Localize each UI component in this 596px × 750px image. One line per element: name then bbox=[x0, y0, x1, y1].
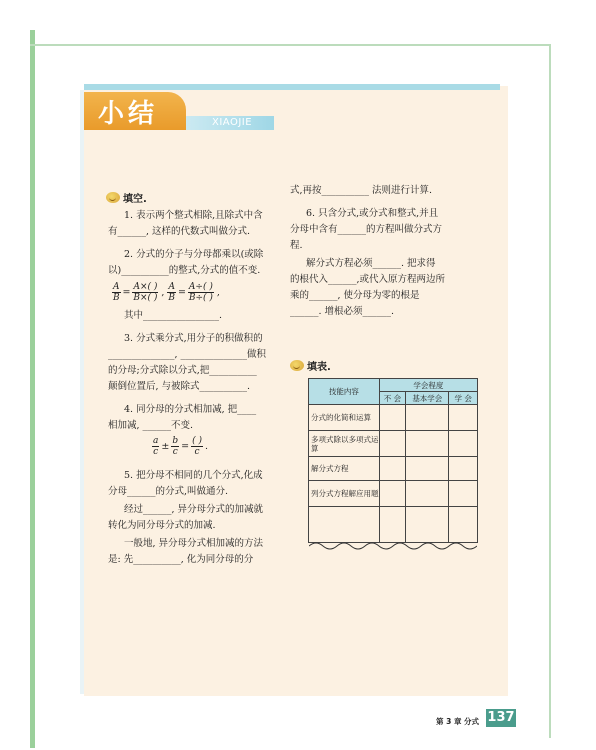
comma: , bbox=[216, 287, 220, 298]
cell-basic[interactable] bbox=[406, 507, 449, 543]
q2-line-c: 其中________________. bbox=[124, 310, 223, 321]
frac-den: c bbox=[153, 447, 159, 457]
cell-learned[interactable] bbox=[449, 507, 478, 543]
page-number: 137 bbox=[487, 710, 515, 725]
cell-not[interactable] bbox=[379, 431, 405, 457]
table-wave-edge bbox=[309, 540, 477, 552]
frac-num: A bbox=[113, 282, 120, 292]
q4-frac-result bbox=[191, 436, 203, 457]
cell-not[interactable] bbox=[379, 457, 405, 481]
table-row bbox=[309, 431, 478, 457]
q6-line-e: 的根代入______,或代入原方程两边所 bbox=[290, 274, 446, 285]
cell-basic[interactable] bbox=[406, 405, 449, 431]
th-not: 不 会 bbox=[379, 392, 405, 405]
th-learned: 学 会 bbox=[449, 392, 478, 405]
frac-den: c bbox=[172, 447, 178, 457]
table-row bbox=[309, 457, 478, 481]
frac-den: B÷( ) bbox=[188, 293, 213, 303]
q1-line-a: 1. 表示两个整式相除,且除式中含 bbox=[124, 210, 263, 221]
row-label-blank[interactable] bbox=[309, 507, 380, 543]
th-skill: 技能内容 bbox=[309, 379, 380, 405]
frac-num: A bbox=[168, 282, 175, 292]
period: . bbox=[204, 441, 208, 452]
table-heading-text: 填表. bbox=[307, 362, 331, 373]
fill-heading-text: 填空. bbox=[123, 194, 147, 205]
frac-num: b bbox=[172, 436, 179, 446]
page-right-rule bbox=[549, 44, 551, 738]
row-label: 解分式方程 bbox=[309, 457, 380, 481]
cell-learned[interactable] bbox=[449, 431, 478, 457]
q2-f2-lhs bbox=[167, 282, 176, 303]
q2-f1-rhs bbox=[132, 282, 158, 303]
r-line-1: 式,再按__________ 法则进行计算. bbox=[290, 185, 433, 196]
table-section-heading bbox=[290, 358, 331, 373]
cell-not[interactable] bbox=[379, 405, 405, 431]
row-label: 多项式除以多项式运算 bbox=[309, 431, 380, 457]
cell-learned[interactable] bbox=[449, 457, 478, 481]
th-basic: 基本学会 bbox=[406, 392, 449, 405]
frac-num: A÷( ) bbox=[188, 282, 213, 292]
cell-learned[interactable] bbox=[449, 405, 478, 431]
row-label: 列分式方程解应用题 bbox=[309, 481, 380, 507]
q5-line-a: 5. 把分母不相同的几个分式,化成 bbox=[124, 470, 263, 481]
comma: , bbox=[161, 287, 165, 298]
smiley-icon bbox=[290, 360, 304, 371]
q3-line-b: ______________, ______________做积 bbox=[108, 349, 267, 360]
q2-f1-lhs bbox=[112, 282, 121, 303]
q4-line-b: 相加减, ______不变. bbox=[108, 420, 194, 431]
q5-line-f: 是: 先__________, 化为同分母的分 bbox=[108, 554, 254, 565]
frac-num: ( ) bbox=[192, 436, 202, 446]
q2-line-a: 2. 分式的分子与分母都乘以(或除 bbox=[124, 249, 264, 260]
q5-line-c: 经过______, 异分母分式的加减就 bbox=[124, 504, 264, 515]
th-degree: 学会程度 bbox=[379, 379, 477, 392]
page-top-rule bbox=[30, 44, 550, 46]
q2-f2-rhs bbox=[188, 282, 214, 303]
q4-frac-b bbox=[171, 436, 179, 457]
equals-sign: = bbox=[181, 441, 190, 452]
q2-formula bbox=[112, 282, 220, 303]
q5-line-b: 分母______的分式,叫做通分. bbox=[108, 486, 229, 497]
q4-formula bbox=[152, 436, 208, 457]
cell-basic[interactable] bbox=[406, 431, 449, 457]
q6-line-c: 程. bbox=[290, 240, 303, 251]
q6-line-b: 分母中含有______的方程叫做分式方 bbox=[290, 224, 443, 235]
q6-line-f: 乘的______, 使分母为零的根是 bbox=[290, 290, 420, 301]
frac-den: B bbox=[168, 293, 175, 303]
page-left-green-bar bbox=[30, 30, 35, 748]
cell-not[interactable] bbox=[379, 507, 405, 543]
paper-top-band bbox=[84, 84, 500, 90]
q3-line-a: 3. 分式乘分式,用分子的积做积的 bbox=[124, 333, 263, 344]
q1-line-b: 有______, 这样的代数式叫做分式. bbox=[108, 226, 251, 237]
frac-den: B×( ) bbox=[133, 293, 158, 303]
q3-line-c: 的分母;分式除以分式,把__________ bbox=[108, 365, 257, 376]
section-title-en: XIAOJIE bbox=[212, 117, 253, 128]
table-row-blank bbox=[309, 507, 478, 543]
frac-den: B bbox=[112, 293, 120, 303]
section-title: 小结 bbox=[84, 92, 186, 130]
table-row bbox=[309, 481, 478, 507]
fill-section-heading bbox=[106, 190, 147, 205]
equals-sign: = bbox=[122, 287, 131, 298]
smiley-icon bbox=[106, 192, 120, 203]
cell-basic[interactable] bbox=[406, 481, 449, 507]
q4-frac-a bbox=[152, 436, 159, 457]
q6-line-d: 解分式方程必须______. 把求得 bbox=[306, 258, 436, 269]
frac-num: a bbox=[153, 436, 159, 446]
cell-not[interactable] bbox=[379, 481, 405, 507]
q6-line-a: 6. 只含分式,或分式和整式,并且 bbox=[306, 208, 439, 219]
row-label: 分式的化简和运算 bbox=[309, 405, 380, 431]
frac-den: c bbox=[194, 447, 200, 457]
q5-line-d: 转化为同分母分式的加减. bbox=[108, 520, 216, 531]
q3-line-d: 颠倒位置后, 与被除式__________. bbox=[108, 381, 251, 392]
equals-sign: = bbox=[177, 287, 186, 298]
q4-line-a: 4. 同分母的分式相加减, 把____ bbox=[124, 404, 257, 415]
q2-line-b: 以)__________的整式,分式的值不变. bbox=[108, 265, 261, 276]
frac-num: A×( ) bbox=[133, 282, 158, 292]
plus-minus-sign: ± bbox=[161, 441, 170, 452]
cell-learned[interactable] bbox=[449, 481, 478, 507]
table-row bbox=[309, 405, 478, 431]
cell-basic[interactable] bbox=[406, 457, 449, 481]
footer-chapter: 第 3 章 分式 bbox=[436, 717, 480, 726]
q6-line-g: ______. 增根必须______. bbox=[290, 306, 395, 317]
q5-line-e: 一般地, 异分母分式相加减的方法 bbox=[124, 538, 264, 549]
skill-table bbox=[308, 378, 478, 543]
